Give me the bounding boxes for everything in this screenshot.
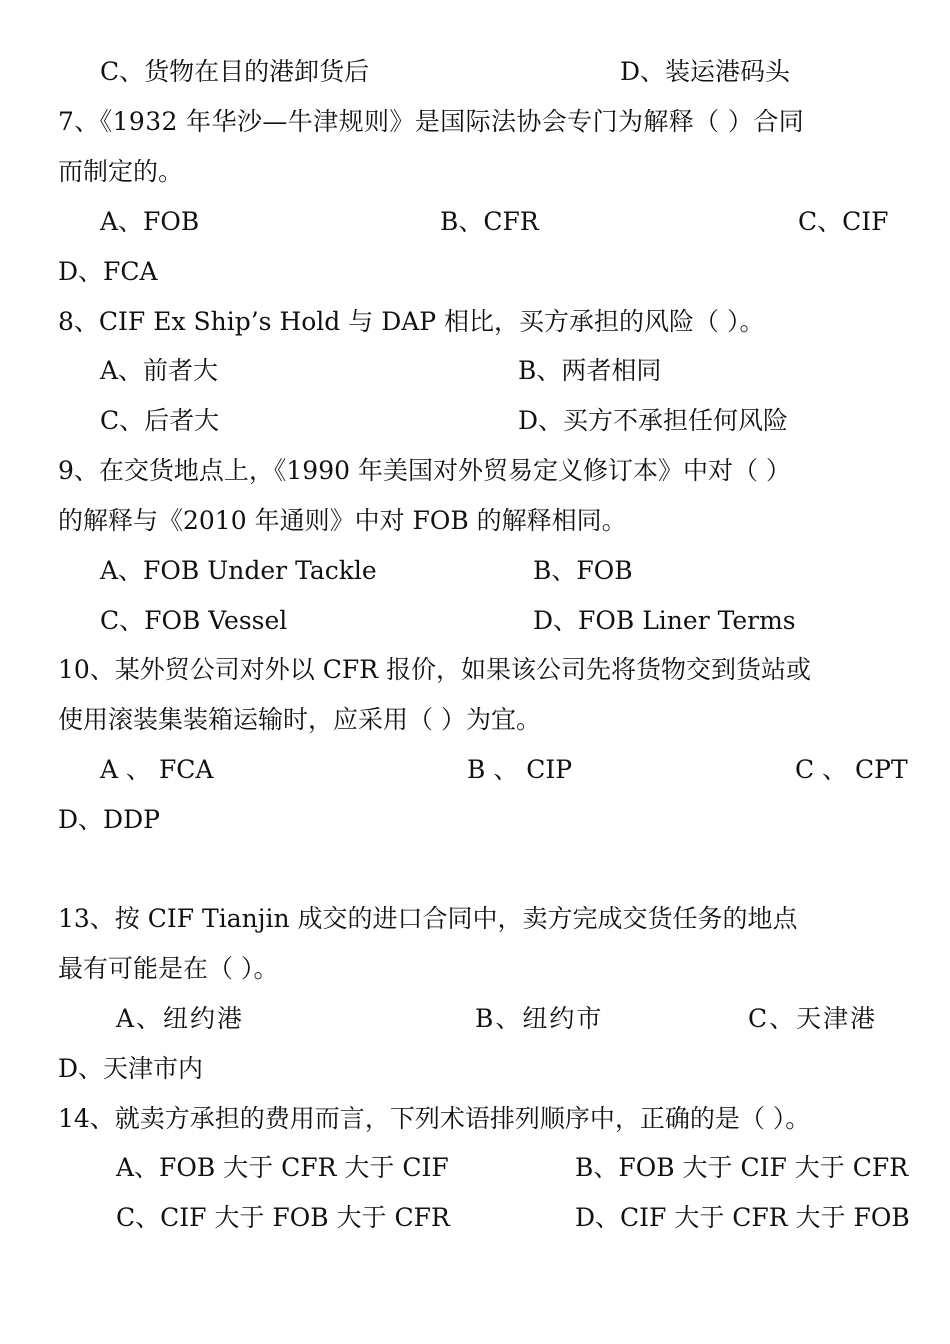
q13-option-d: D、天津市内 bbox=[58, 1054, 204, 1083]
q9-option-d: D、FOB Liner Terms bbox=[533, 606, 796, 635]
q14-option-a: A、FOB 大于 CFR 大于 CIF bbox=[116, 1153, 449, 1182]
q13-option-c: C、天津港 bbox=[748, 1004, 878, 1033]
q9-option-b: B、FOB bbox=[533, 556, 633, 585]
q13-option-b: B、纽约市 bbox=[475, 1004, 604, 1033]
q7-option-a: A、FOB bbox=[100, 207, 200, 236]
q13-stem-line1: 13、按 CIF Tianjin 成交的进口合同中，卖方完成交货任务的地点 bbox=[58, 904, 798, 933]
q10-option-d: D、DDP bbox=[58, 805, 160, 834]
q6-option-c: C、货物在目的港卸货后 bbox=[100, 57, 370, 86]
q14-stem-line1: 14、就卖方承担的费用而言，下列术语排列顺序中，正确的是（ ）。 bbox=[58, 1104, 811, 1133]
q7-option-c: C、CIF bbox=[798, 207, 889, 236]
q8-option-d: D、买方不承担任何风险 bbox=[518, 406, 789, 435]
q8-option-c: C、后者大 bbox=[100, 406, 220, 435]
q14-option-d: D、CIF 大于 CFR 大于 FOB bbox=[575, 1203, 910, 1232]
q6-option-d: D、装运港码头 bbox=[620, 57, 791, 86]
q14-option-b: B、FOB 大于 CIF 大于 CFR bbox=[575, 1153, 909, 1182]
q7-option-d: D、FCA bbox=[58, 257, 158, 286]
q8-stem-line1: 8、CIF Ex Ship’s Hold 与 DAP 相比，买方承担的风险（ ）。 bbox=[58, 307, 765, 336]
q10-option-a: A 、 FCA bbox=[100, 755, 214, 784]
q10-stem-line2: 使用滚装集装箱运输时，应采用（ ）为宜。 bbox=[58, 705, 541, 734]
q7-stem-line1: 7、《1932 年华沙—牛津规则》是国际法协会专门为解释（ ）合同 bbox=[58, 107, 805, 136]
q14-option-c: C、CIF 大于 FOB 大于 CFR bbox=[116, 1203, 450, 1232]
q9-stem-line1: 9、在交货地点上，《1990 年美国对外贸易定义修订本》中对（ ） bbox=[58, 456, 791, 485]
q9-option-a: A、FOB Under Tackle bbox=[100, 556, 377, 585]
q10-option-b: B 、 CIP bbox=[467, 755, 573, 784]
q9-stem-line2: 的解释与《2010 年通则》中对 FOB 的解释相同。 bbox=[58, 506, 627, 535]
q10-option-c: C 、 CPT bbox=[795, 755, 908, 784]
q10-stem-line1: 10、某外贸公司对外以 CFR 报价，如果该公司先将货物交到货站或 bbox=[58, 655, 812, 684]
q13-stem-line2: 最有可能是在（ ）。 bbox=[58, 954, 279, 983]
q13-option-a: A、纽约港 bbox=[116, 1004, 245, 1033]
q8-option-a: A、前者大 bbox=[100, 356, 219, 385]
q8-option-b: B、两者相同 bbox=[518, 356, 662, 385]
q7-option-b: B、CFR bbox=[440, 207, 539, 236]
q9-option-c: C、FOB Vessel bbox=[100, 606, 288, 635]
q7-stem-line2: 而制定的。 bbox=[58, 157, 184, 186]
